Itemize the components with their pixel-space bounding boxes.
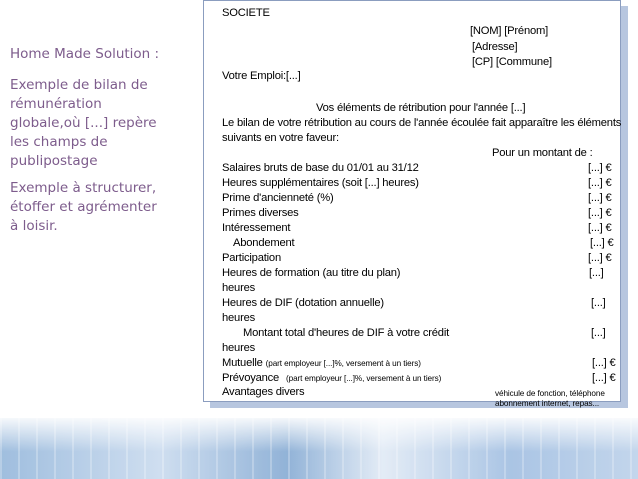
sidebar-line: Exemple de bilan de xyxy=(10,77,148,93)
sidebar-title: Home Made Solution : xyxy=(10,46,160,62)
prevoyance-value: [...] € xyxy=(592,372,616,384)
recipient-city: [CP] [Commune] xyxy=(472,56,552,68)
row-label: heures xyxy=(222,312,256,324)
row-label: Montant total d'heures de DIF à votre crédit xyxy=(243,327,450,339)
sidebar-line: les champs de xyxy=(10,134,108,150)
sidebar-line: étoffer et agrémenter xyxy=(10,199,157,215)
job-title: Votre Emploi:[...] xyxy=(222,70,301,82)
avantages-detail-1: véhicule de fonction, téléphone xyxy=(495,389,605,398)
intro-line-2: suivants en votre faveur: xyxy=(222,132,339,144)
sidebar-line: Exemple à structurer, xyxy=(10,180,157,196)
intro-line-1: Le bilan de votre rétribution au cours de l'année écoulée fait apparaître les éléments xyxy=(222,117,622,129)
row-label: heures xyxy=(222,342,256,354)
prevoyance-row xyxy=(222,372,441,385)
sidebar-line: rémunération xyxy=(10,96,102,112)
company-name: SOCIETE xyxy=(222,7,270,19)
row-value: [...] € xyxy=(590,237,614,249)
letter-heading: Vos éléments de rétribution pour l'année [...] xyxy=(316,102,526,114)
row-label: Intéressement xyxy=(222,222,291,234)
row-label: Heures supplémentaires (soit [...] heures) xyxy=(222,177,419,189)
row-value: [...] € xyxy=(588,162,612,174)
row-label: Primes diverses xyxy=(222,207,299,219)
row-value: [...] xyxy=(591,327,606,339)
prevoyance-detail: (part employeur [...]%, versement à un tiers) xyxy=(286,374,442,383)
row-value: [...] € xyxy=(588,252,612,264)
recipient-address: [Adresse] xyxy=(472,41,518,53)
row-value: [...] € xyxy=(588,222,612,234)
row-label: heures xyxy=(222,282,256,294)
mutuelle-detail: (part employeur [...]%, versement à un tiers) xyxy=(265,359,421,368)
sidebar-line: globale,où [...] repère xyxy=(10,115,157,131)
recipient-name: [NOM] [Prénom] xyxy=(470,25,549,37)
row-value: [...] € xyxy=(588,192,612,204)
sidebar-notes xyxy=(10,46,198,244)
row-label: Heures de formation (au titre du plan) xyxy=(222,267,401,279)
row-label: Participation xyxy=(222,252,281,264)
row-value: [...] xyxy=(591,297,606,309)
row-label: Salaires bruts de base du 01/01 au 31/12 xyxy=(222,162,419,174)
mutuelle-row xyxy=(222,357,421,370)
amount-header: Pour un montant de : xyxy=(492,147,593,159)
avantages-detail-2: abonnement internet, repas... xyxy=(495,399,600,408)
row-label: Prime d'ancienneté (%) xyxy=(222,192,334,204)
sidebar-paragraph-2 xyxy=(10,179,198,236)
row-label: Heures de DIF (dotation annuelle) xyxy=(222,297,384,309)
sidebar-line: publipostage xyxy=(10,153,98,169)
row-value: [...] € xyxy=(588,177,612,189)
prevoyance-label: Prévoyance xyxy=(222,372,280,384)
row-value: [...] xyxy=(589,267,604,279)
row-label: Abondement xyxy=(233,237,295,249)
mutuelle-value: [...] € xyxy=(592,357,616,369)
decorative-background-band xyxy=(0,418,638,479)
avantages-label: Avantages divers xyxy=(222,386,305,398)
sidebar-paragraph-1 xyxy=(10,76,198,171)
sidebar-line: à loisir. xyxy=(10,218,58,234)
row-value: [...] € xyxy=(588,207,612,219)
mutuelle-label: Mutuelle xyxy=(222,357,263,369)
letter-document xyxy=(203,0,622,408)
